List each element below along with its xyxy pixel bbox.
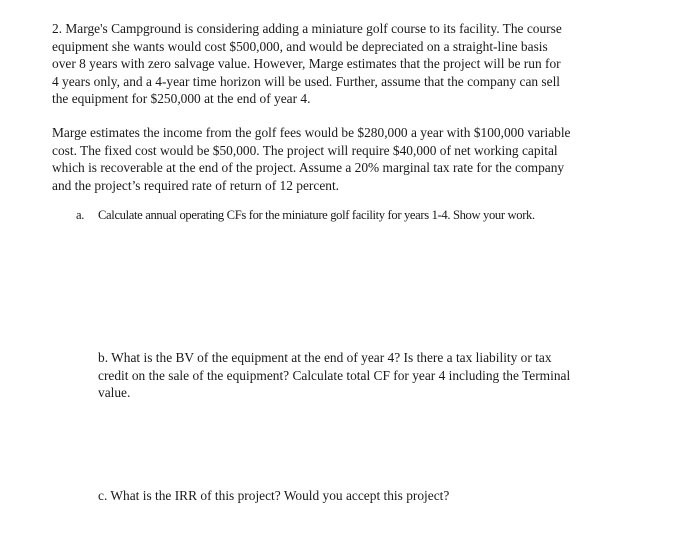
question-a-marker: a. [76,208,85,222]
problem-intro-line: 4 years only, and a 4-year time horizon will be used. Further, assume that the company can sell [52,73,561,89]
problem-details-line: cost. The fixed cost would be $50,000. The project will require $40,000 of net working capital [52,142,558,158]
question-c [98,487,449,505]
question-b [98,349,570,402]
problem-intro-line: 2. Marge's Campground is considering adding a miniature golf course to its facility. The course [52,21,562,36]
problem-intro-line: equipment she wants would cost $500,000, and would be depreciated on a straight-line basis [52,38,548,54]
question-b-line: value. [98,385,131,401]
problem-intro-paragraph [52,20,562,108]
question-b-line: credit on the sale of the equipment? Calculate total CF for year 4 including the Terminal [98,367,571,383]
problem-intro-line: over 8 years with zero salvage value. However, Marge estimates that the project will be run for [52,56,561,72]
problem-details-line: and the project’s required rate of return of 12 percent. [52,177,340,193]
question-b-line: b. What is the BV of the equipment at the end of year 4? Is there a tax liability or tax [98,350,552,365]
problem-details-line: Marge estimates the income from the golf fees would be $280,000 a year with $100,000 variable [52,125,571,140]
question-a [76,208,535,223]
problem-intro-line: the equipment for $250,000 at the end of year 4. [52,91,311,107]
problem-details-paragraph [52,124,571,194]
problem-details-line: which is recoverable at the end of the project. Assume a 20% marginal tax rate for the company [52,160,565,176]
question-a-text: Calculate annual operating CFs for the miniature golf facility for years 1-4. Show your work. [98,208,535,222]
question-c-line: c. What is the IRR of this project? Would you accept this project? [98,488,450,503]
